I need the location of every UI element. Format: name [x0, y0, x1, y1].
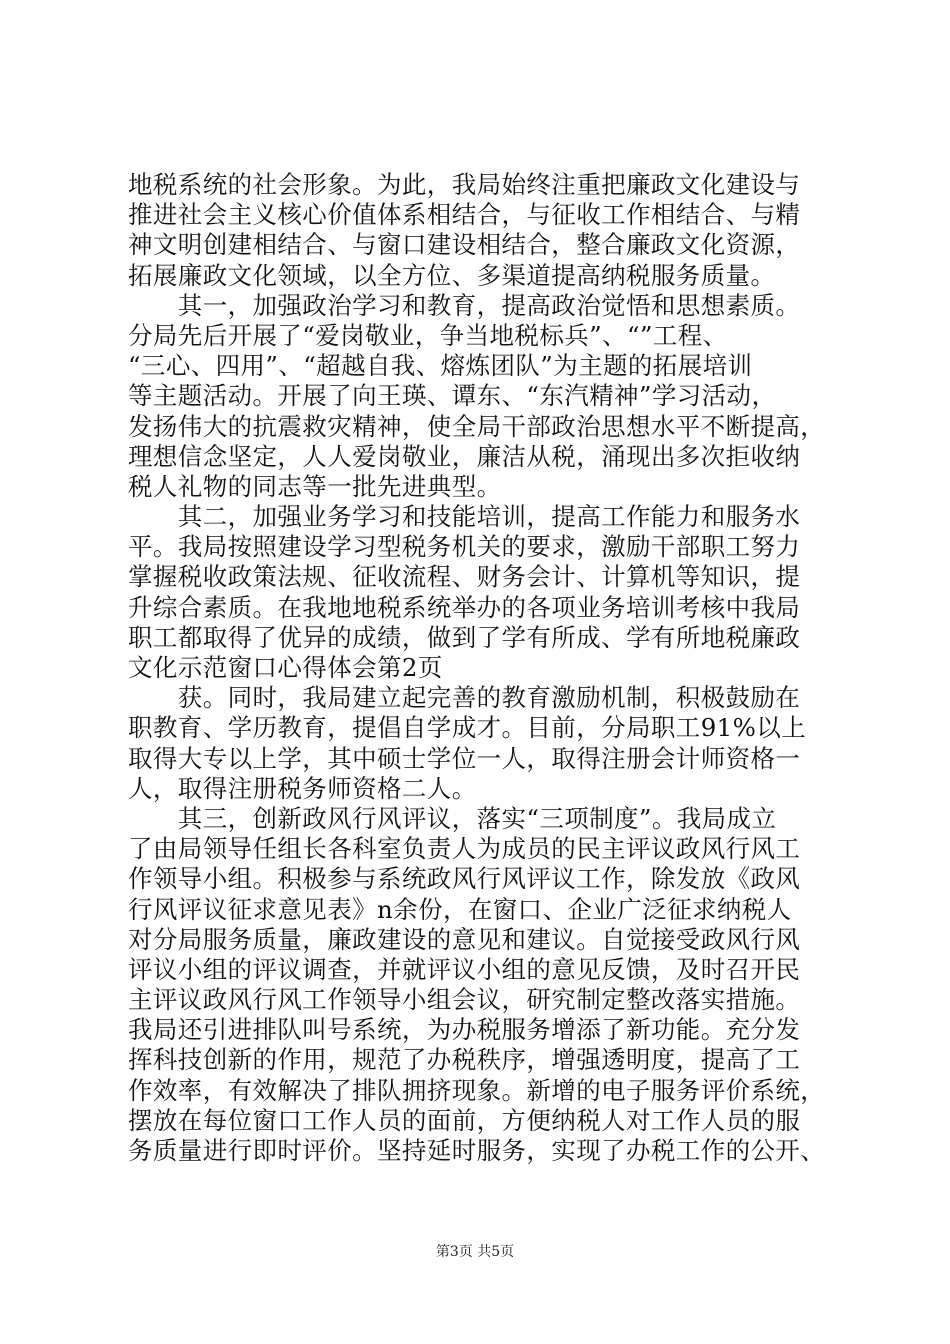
text-line: 了由局领导任组长各科室负责人为成员的民主评议政风行风工: [128, 834, 801, 864]
text-line: 务质量进行即时评价。坚持延时服务，实现了办税工作的公开、: [128, 1136, 826, 1165]
text-line: 获。同时，我局建立起完善的教育激励机制，积极鼓励在: [128, 683, 801, 713]
text-line: 掌握税收政策法规、征收流程、财务会计、计算机等知识，提: [128, 562, 801, 592]
text-line: 推进社会主义核心价值体系相结合，与征收工作相结合、与精: [128, 200, 801, 230]
text-line: 等主题活动。开展了向王瑛、谭东、“东汽精神”学习活动，: [128, 381, 777, 411]
text-line: 平。我局按照建设学习型税务机关的要求，激励干部职工努力: [128, 532, 801, 562]
text-line: 神文明创建相结合、与窗口建设相结合，整合廉政文化资源，: [128, 230, 801, 260]
text-line: 其一，加强政治学习和教育，提高政治觉悟和思想素质。: [128, 290, 801, 320]
text-line: 人，取得注册税务师资格二人。: [128, 773, 477, 803]
text-line: 职工都取得了优异的成绩，做到了学有所成、学有所地税廉政: [128, 622, 801, 652]
text-line: 行风评议征求意见表》n余份，在窗口、企业广泛征求纳税人: [128, 894, 792, 924]
text-line: 对分局服务质量，廉政建设的意见和建议。自觉接受政风行风: [128, 924, 801, 954]
text-line: 评议小组的评议调查，并就评议小组的意见反馈，及时召开民: [128, 954, 801, 984]
text-line: 作效率，有效解决了排队拥挤现象。新增的电子服务评价系统，: [128, 1075, 826, 1105]
text-line: 分局先后开展了“爱岗敬业，争当地税标兵”、“”工程、: [128, 320, 728, 350]
page-number: 第3页 共5页: [435, 1244, 515, 1260]
text-line: 其二，加强业务学习和技能培训，提高工作能力和服务水: [128, 502, 801, 532]
text-line: 挥科技创新的作用，规范了办税秩序，增强透明度，提高了工: [128, 1045, 801, 1075]
text-line: 地税系统的社会形象。为此，我局始终注重把廉政文化建设与: [128, 170, 801, 199]
text-line: 取得大专以上学，其中硕士学位一人，取得注册会计师资格一: [128, 743, 801, 773]
text-line: 摆放在每位窗口工作人员的面前，方便纳税人对工作人员的服: [128, 1105, 801, 1135]
text-line: 税人礼物的同志等一批先进典型。: [128, 471, 502, 501]
text-line: 作领导小组。积极参与系统政风行风评议工作，除发放《政风: [128, 864, 801, 894]
text-line: 文化示范窗口心得体会第2页: [128, 653, 443, 682]
text-line: 发扬伟大的抗震救灾精神，使全局干部政治思想水平不断提高，: [128, 411, 826, 441]
text-line: 其三，创新政风行风评议，落实“三项制度”。我局成立: [128, 803, 777, 833]
text-line: 主评议政风行风工作领导小组会议，研究制定整改落实措施。: [128, 985, 801, 1015]
text-line: 升综合素质。在我地地税系统举办的各项业务培训考核中我局: [128, 592, 801, 622]
text-line: 理想信念坚定，人人爱岗敬业，廉洁从税，涌现出多次拒收纳: [128, 441, 801, 471]
document-body: [128, 170, 833, 1166]
text-line: 拓展廉政文化领域，以全方位、多渠道提高纳税服务质量。: [128, 260, 776, 290]
text-line: 我局还引进排队叫号系统，为办税服务增添了新功能。充分发: [128, 1015, 801, 1045]
text-line: “三心、四用”、“超越自我、熔炼团队”为主题的拓展培训: [128, 351, 753, 381]
text-line: 职教育、学历教育，提倡自学成才。目前，分局职工91%以上: [128, 713, 807, 743]
